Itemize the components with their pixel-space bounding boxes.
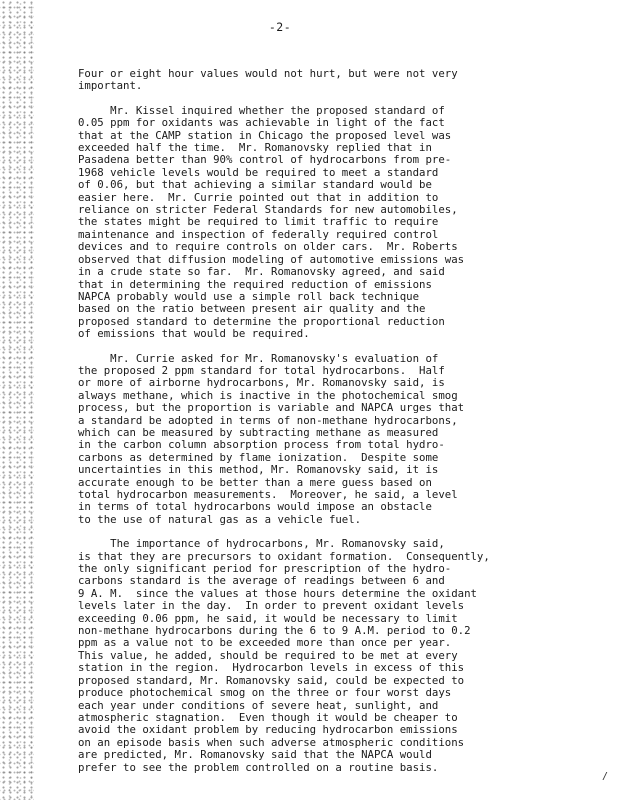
text-line: important. (78, 79, 143, 93)
text-line: is that they are precursors to oxidant formation. Consequently, (78, 549, 490, 563)
text-line: the states might be required to limit traffic to require (78, 215, 439, 229)
text-line: to the use of natural gas as a vehicle fuel. (78, 512, 362, 526)
text-line: atmospheric stagnation. Even though it would be cheaper to (78, 710, 458, 724)
text-line: 0.05 ppm for oxidants was achievable in light of the fact (78, 116, 445, 130)
text-line: uncertainties in this method, Mr. Romanovsky said, it is (78, 463, 439, 477)
text-line: ppm as a value not to be exceeded more than once per year. (78, 636, 452, 650)
text-line: which can be measured by subtracting methane as measured (78, 425, 439, 439)
page-number: -2- (268, 20, 292, 34)
paragraph-2 (78, 105, 548, 341)
text-line: on an episode basis when such adverse atmospheric conditions (78, 735, 465, 749)
text-line: Mr. Kissel inquired whether the proposed standard of (78, 103, 445, 117)
text-line: easier here. Mr. Currie pointed out that in addition to (78, 190, 439, 204)
text-line: Pasadena better than 90% control of hydrocarbons from pre- (78, 153, 452, 167)
text-line: proposed standard, Mr. Romanovsky said, could be expected to (78, 673, 465, 687)
text-line: Mr. Currie asked for Mr. Romanovsky's evaluation of (78, 351, 439, 365)
text-line: devices and to require controls on older cars. Mr. Roberts (78, 240, 458, 254)
scan-edge-speckle (0, 0, 34, 800)
text-line: levels later in the day. In order to prevent oxidant levels (78, 599, 465, 613)
text-line: accurate enough to be better than a mere guess based on (78, 475, 432, 489)
text-line: station in the region. Hydrocarbon levels in excess of this (78, 661, 465, 675)
text-line: carbons standard is the average of readings between 6 and (78, 574, 445, 588)
text-line: in a crude state so far. Mr. Romanovsky agreed, and said (78, 265, 445, 279)
text-line: This value, he added, should be required to be met at every (78, 648, 458, 662)
text-line: the proposed 2 ppm standard for total hydrocarbons. Half (78, 363, 445, 377)
text-line: exceeding 0.06 ppm, he said, it would be necessary to limit (78, 611, 458, 625)
text-line: 1968 vehicle levels would be required to meet a standard (78, 165, 439, 179)
text-line: carbons as determined by flame ionization. Despite some (78, 450, 439, 464)
text-line: NAPCA probably would use a simple roll back technique (78, 289, 420, 303)
text-line: 9 A. M. since the values at those hours determine the oxidant (78, 586, 477, 600)
text-line: a standard be adopted in terms of non-methane hydrocarbons, (78, 413, 458, 427)
text-line: the only significant period for prescription of the hydro- (78, 562, 452, 576)
text-line: exceeded half the time. Mr. Romanovsky replied that in (78, 141, 432, 155)
text-line: always methane, which is inactive in the photochemical smog (78, 388, 458, 402)
text-line: total hydrocarbon measurements. Moreover, he said, a level (78, 488, 458, 501)
text-line: reliance on stricter Federal Standards for new automobiles, (78, 203, 458, 217)
text-line: of emissions that would be required. (78, 327, 310, 341)
paragraph-1 (78, 68, 548, 93)
margin-mark: / (601, 771, 608, 782)
document-body (78, 68, 548, 774)
text-line: that in determining the required reduction of emissions (78, 277, 432, 291)
text-line: produce photochemical smog on the three or four worst days (78, 686, 452, 700)
text-line: The importance of hydrocarbons, Mr. Romanovsky said, (78, 537, 445, 551)
text-line: maintenance and inspection of federally required control (78, 227, 439, 241)
text-line: of 0.06, but that achieving a similar standard would be (78, 178, 432, 192)
text-line: Four or eight hour values would not hurt, but were not very (78, 67, 458, 80)
text-line: that at the CAMP station in Chicago the proposed level was (78, 128, 452, 142)
text-line: each year under conditions of severe heat, sunlight, and (78, 698, 439, 712)
text-line: based on the ratio between present air quality and the (78, 302, 426, 316)
paragraph-3 (78, 353, 548, 527)
text-line: are predicted, Mr. Romanovsky said that the NAPCA would (78, 748, 432, 762)
text-line: in the carbon column absorption process from total hydro- (78, 438, 445, 452)
text-line: in terms of total hydrocarbons would impose an obstacle (78, 500, 432, 514)
paragraph-4 (78, 538, 548, 774)
text-line: prefer to see the problem controlled on a routine basis. (78, 760, 439, 774)
text-line: avoid the oxidant problem by reducing hydrocarbon emissions (78, 723, 458, 737)
text-line: process, but the proportion is variable and NAPCA urges that (78, 401, 465, 415)
text-line: proposed standard to determine the proportional reduction (78, 314, 445, 328)
text-line: non-methane hydrocarbons during the 6 to 9 A.M. period to 0.2 (78, 624, 471, 638)
text-line: observed that diffusion modeling of automotive emissions was (78, 252, 465, 266)
text-line: or more of airborne hydrocarbons, Mr. Romanovsky said, is (78, 376, 445, 390)
